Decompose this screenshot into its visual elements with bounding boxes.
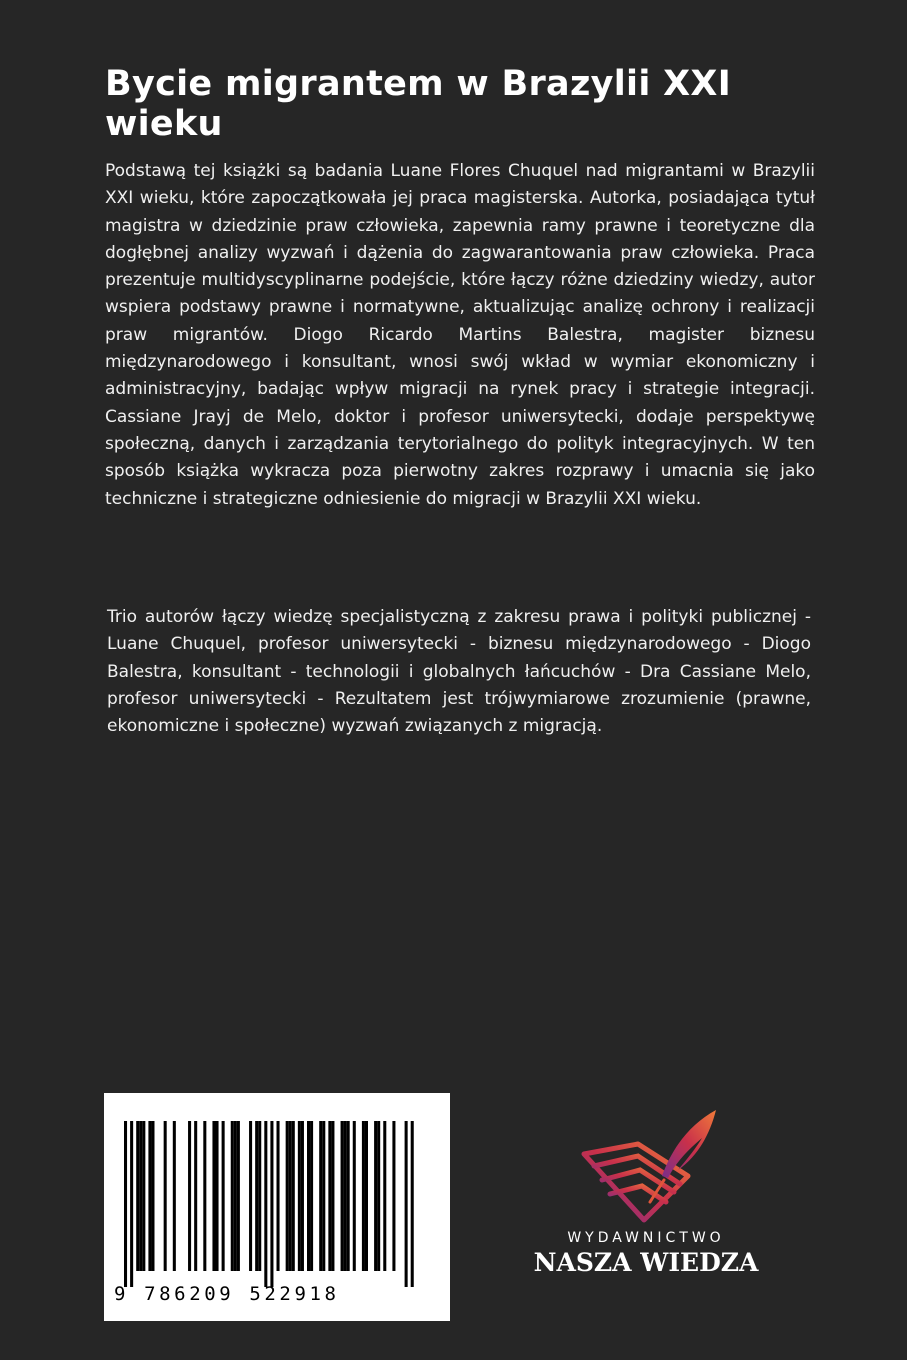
barcode-bar: [203, 1121, 206, 1271]
barcode-bar: [124, 1121, 127, 1287]
barcode-bar: [151, 1121, 154, 1271]
barcode-bar: [234, 1121, 237, 1271]
barcode-bar: [231, 1121, 234, 1271]
barcode-bar: [286, 1121, 289, 1271]
barcode-bar: [307, 1121, 310, 1271]
barcode-bar: [249, 1121, 252, 1271]
isbn-barcode: [104, 1093, 450, 1321]
barcode-bar: [216, 1121, 219, 1271]
barcode-bar: [255, 1121, 258, 1271]
barcode-bar: [173, 1121, 176, 1271]
publisher-label-top: WYDAWNICTWO: [567, 1230, 725, 1246]
barcode-digits: 9 786209 522918: [114, 1283, 340, 1305]
barcode-bar: [341, 1121, 344, 1271]
barcode-bar: [270, 1121, 273, 1287]
barcode-bar: [130, 1121, 133, 1287]
barcode-bar: [383, 1121, 386, 1271]
barcode-bar: [142, 1121, 145, 1271]
barcode-bar: [322, 1121, 325, 1271]
barcode-bar: [298, 1121, 301, 1271]
barcode-bar: [212, 1121, 215, 1271]
publisher-label-name: NASZA WIEDZA: [533, 1248, 759, 1277]
barcode-bar: [289, 1121, 292, 1271]
barcode-bar: [194, 1121, 197, 1271]
barcode-bar: [310, 1121, 313, 1271]
barcode-bar: [301, 1121, 304, 1271]
barcode-bar: [331, 1121, 334, 1271]
barcode-bar: [139, 1121, 142, 1271]
barcode-bar: [377, 1121, 380, 1271]
barcode-bar: [188, 1121, 191, 1271]
barcode-bar: [277, 1121, 280, 1271]
barcode-bar: [411, 1121, 414, 1287]
barcode-bar: [344, 1121, 347, 1271]
barcode-bar: [347, 1121, 350, 1271]
barcode-bar: [237, 1121, 240, 1271]
publisher-logo: [528, 1100, 768, 1290]
barcode-bar: [164, 1121, 167, 1271]
book-title: Bycie migrantem w Brazylii XXI wieku: [105, 64, 732, 144]
barcode-bar: [392, 1121, 395, 1271]
barcode-bar: [405, 1121, 408, 1287]
barcode-bar: [353, 1121, 356, 1271]
book-description-main: Podstawą tej książki są badania Luane Flores Chuquel nad migrantami w Brazylii XXI wieku, które zapoczątkowała jej praca magisterska. Autorka, posiadająca tytuł magistra w dziedzinie praw człowieka, zapewnia ramy prawne i teoretyczne dla dogłębnej analizy wyzwań i dążenia do zagwarantowania praw człowieka. Praca prezentuje multidyscyplinarne podejście, które łączy różne dziedziny wiedzy, autor wspiera podstawy prawne i normatywne, aktualizując analizę ochrony i realizacji praw migrantów. Diogo Ricardo Martins Balestra, magister biznesu międzynarodowego i konsultant, wnosi swój wkład w wymiar ekonomiczny i administracyjny, badając wpływ migracji na rynek pracy i strategie integracji. Cassiane Jrayj de Melo, doktor i profesor uniwersytecki, dodaje perspektywę społeczną, danych i zarządzania terytorialnego do polityk integracyjnych. W ten sposób książka wykracza poza pierwotny zakres rozprawy i umacnia się jako techniczne i strategiczne odniesienie do migracji w Brazylii XXI wieku.: [105, 161, 815, 509]
barcode-bar: [328, 1121, 331, 1271]
barcode-bar: [136, 1121, 139, 1271]
barcode-bar: [258, 1121, 261, 1271]
barcode-bar: [319, 1121, 322, 1271]
book-description-authors: Trio autorów łączy wiedzę specjalistyczną z zakresu prawa i polityki publicznej - Luane Chuquel, profesor uniwersytecki - biznesu międzynarodowego - Diogo Balestra, konsultant - technologii i globalnych łańcuchów - Dra Cassiane Melo, profesor uniwersytecki - Rezultatem jest trójwymiarowe zrozumienie (prawne, ekonomiczne i społeczne) wyzwań związanych z migracją.: [107, 607, 811, 737]
barcode-bar: [374, 1121, 377, 1271]
barcode-bar: [292, 1121, 295, 1271]
barcode-bar: [362, 1121, 365, 1271]
barcode-bar: [222, 1121, 225, 1271]
quill-and-pages-icon: [580, 1104, 720, 1224]
barcode-bar: [148, 1121, 151, 1271]
barcode-bar: [264, 1121, 267, 1287]
barcode-bar: [365, 1121, 368, 1271]
